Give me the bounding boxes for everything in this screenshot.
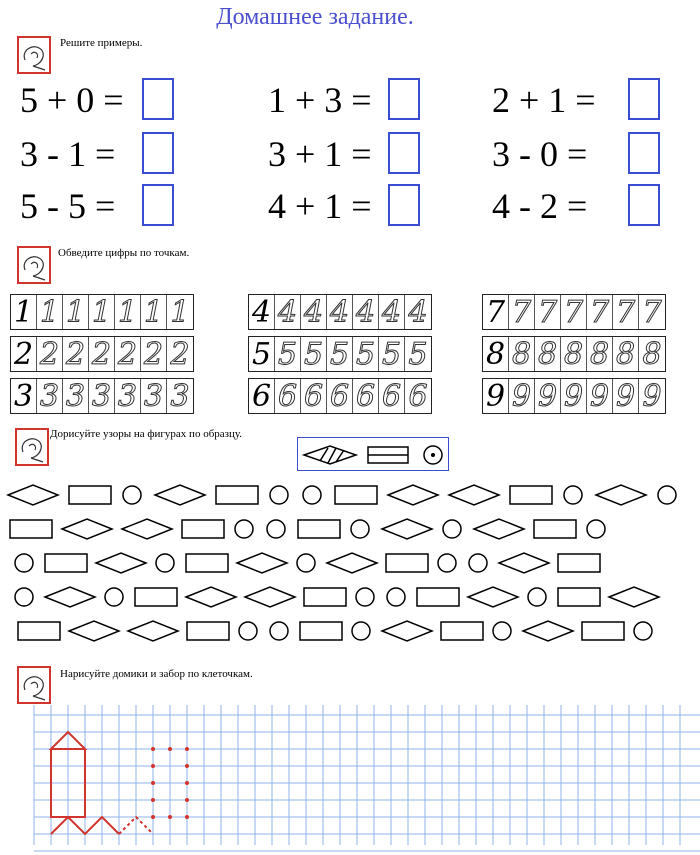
- shape-rect[interactable]: [216, 486, 258, 504]
- shape-rect[interactable]: [441, 622, 483, 640]
- shape-circle[interactable]: [658, 486, 676, 504]
- shape-rect[interactable]: [558, 588, 600, 606]
- shape-circle[interactable]: [239, 622, 257, 640]
- shape-rect[interactable]: [69, 486, 111, 504]
- shape-circle[interactable]: [351, 520, 369, 538]
- shape-diamond[interactable]: [237, 553, 287, 573]
- task3-instruction: Дорисуйте узоры на фигурах по образцу.: [50, 428, 243, 440]
- digit-dotted[interactable]: 7: [642, 294, 662, 330]
- shape-diamond[interactable]: [122, 519, 172, 539]
- pattern-sample: [297, 437, 449, 471]
- shape-diamond[interactable]: [382, 519, 432, 539]
- digit-dotted[interactable]: 7: [509, 295, 535, 329]
- shape-rect[interactable]: [298, 520, 340, 538]
- digit-dotted[interactable]: 2: [63, 337, 89, 371]
- shape-diamond[interactable]: [186, 587, 236, 607]
- digit-trace-row: [10, 378, 194, 414]
- digit-sample: 2: [11, 337, 37, 371]
- shape-diamond[interactable]: [155, 485, 205, 505]
- digit-sample: 3: [11, 379, 37, 413]
- digit-dotted[interactable]: 7: [561, 295, 587, 329]
- shape-diamond[interactable]: [128, 621, 178, 641]
- digit-dotted[interactable]: 7: [535, 295, 561, 329]
- digit-trace-row: [248, 378, 432, 414]
- task2-instruction: Обведите цифры по точкам.: [58, 247, 190, 259]
- digit-dotted[interactable]: 1: [89, 295, 115, 329]
- shape-rect[interactable]: [18, 622, 60, 640]
- shape-diamond[interactable]: [474, 519, 524, 539]
- digit-trace-row: [482, 378, 666, 414]
- shape-rect[interactable]: [304, 588, 346, 606]
- shape-rect[interactable]: [182, 520, 224, 538]
- drawing-grid: [0, 705, 700, 855]
- digit-dotted[interactable]: 1: [141, 295, 167, 329]
- shape-circle[interactable]: [564, 486, 582, 504]
- digit-dotted[interactable]: 1: [37, 295, 63, 329]
- shape-circle[interactable]: [469, 554, 487, 572]
- house-dot: [151, 764, 155, 768]
- shape-circle[interactable]: [356, 588, 374, 606]
- digit-dotted[interactable]: 4: [301, 295, 327, 329]
- digit-dotted[interactable]: 4: [379, 295, 405, 329]
- digit-dotted[interactable]: 3: [89, 379, 115, 413]
- house-dot: [151, 798, 155, 802]
- shape-circle[interactable]: [587, 520, 605, 538]
- shape-circle[interactable]: [156, 554, 174, 572]
- digit-dotted[interactable]: 1: [170, 294, 190, 330]
- digit-dotted[interactable]: 8: [535, 337, 561, 371]
- house-dot: [151, 747, 155, 751]
- answer-box[interactable]: [628, 78, 660, 120]
- shape-diamond[interactable]: [499, 553, 549, 573]
- digit-dotted[interactable]: 9: [535, 379, 561, 413]
- rose-icon: [15, 428, 49, 466]
- shape-rows: [0, 475, 700, 645]
- house-dot: [185, 798, 189, 802]
- shape-diamond[interactable]: [45, 587, 95, 607]
- shape-circle[interactable]: [352, 622, 370, 640]
- shape-diamond[interactable]: [609, 587, 659, 607]
- shape-circle[interactable]: [15, 554, 33, 572]
- shape-circle[interactable]: [105, 588, 123, 606]
- house-dot: [185, 764, 189, 768]
- digit-dotted[interactable]: 4: [408, 294, 428, 330]
- shape-rect[interactable]: [510, 486, 552, 504]
- shape-rect[interactable]: [335, 486, 377, 504]
- digit-trace-row: [482, 336, 666, 372]
- answer-box[interactable]: [142, 132, 174, 174]
- digit-dotted[interactable]: 3: [37, 379, 63, 413]
- digit-dotted[interactable]: 9: [587, 379, 613, 413]
- example-5: 3 + 1 =: [268, 134, 372, 174]
- digit-dotted[interactable]: 3: [115, 379, 141, 413]
- rose-icon: [17, 666, 51, 704]
- answer-box[interactable]: [388, 78, 420, 120]
- digit-dotted[interactable]: 8: [613, 337, 639, 371]
- rose-icon: [17, 246, 51, 284]
- digit-dotted[interactable]: 8: [587, 337, 613, 371]
- shape-rect[interactable]: [10, 520, 52, 538]
- digit-dotted[interactable]: 6: [408, 378, 428, 414]
- digit-sample: 7: [483, 295, 509, 329]
- digit-dotted[interactable]: 6: [301, 379, 327, 413]
- digit-trace-row: [10, 336, 194, 372]
- task1-instruction: Решите примеры.: [60, 37, 143, 49]
- digit-dotted[interactable]: 1: [115, 295, 141, 329]
- digit-dotted[interactable]: 3: [141, 379, 167, 413]
- digit-dotted[interactable]: 5: [301, 337, 327, 371]
- digit-dotted[interactable]: 6: [327, 379, 353, 413]
- example-9: 4 - 2 =: [492, 186, 588, 226]
- digit-dotted[interactable]: 2: [141, 337, 167, 371]
- digit-dotted[interactable]: 6: [353, 379, 379, 413]
- digit-dotted[interactable]: 7: [613, 295, 639, 329]
- shape-circle[interactable]: [634, 622, 652, 640]
- digit-sample: 4: [249, 295, 275, 329]
- digit-trace-row: [10, 294, 194, 330]
- shape-circle[interactable]: [297, 554, 315, 572]
- shape-diamond[interactable]: [382, 621, 432, 641]
- digit-dotted[interactable]: 5: [327, 337, 353, 371]
- digit-dotted[interactable]: 1: [63, 295, 89, 329]
- digit-sample: 5: [249, 337, 275, 371]
- answer-box[interactable]: [628, 132, 660, 174]
- shape-diamond[interactable]: [69, 621, 119, 641]
- example-3: 2 + 1 =: [492, 80, 596, 120]
- shape-diamond[interactable]: [62, 519, 112, 539]
- shape-rect[interactable]: [534, 520, 576, 538]
- digit-dotted[interactable]: 5: [379, 337, 405, 371]
- shape-rect[interactable]: [558, 554, 600, 572]
- answer-box[interactable]: [388, 132, 420, 174]
- shape-rect[interactable]: [187, 622, 229, 640]
- page-title: Домашнее задание.: [216, 4, 414, 30]
- shape-rect[interactable]: [386, 554, 428, 572]
- digit-dotted[interactable]: 7: [587, 295, 613, 329]
- shape-diamond[interactable]: [596, 485, 646, 505]
- digit-sample: 6: [249, 379, 275, 413]
- digit-dotted[interactable]: 3: [170, 378, 190, 414]
- digit-dotted[interactable]: 2: [115, 337, 141, 371]
- house-dot: [185, 781, 189, 785]
- shape-circle[interactable]: [493, 622, 511, 640]
- digit-trace-row: [482, 294, 666, 330]
- digit-dotted[interactable]: 8: [509, 337, 535, 371]
- digit-dotted[interactable]: 5: [408, 336, 428, 372]
- task4-instruction: Нарисуйте домики и забор по клеточкам.: [60, 668, 253, 680]
- digit-dotted[interactable]: 8: [561, 337, 587, 371]
- digit-dotted[interactable]: 6: [275, 379, 301, 413]
- example-2: 1 + 3 =: [268, 80, 372, 120]
- example-7: 5 - 5 =: [20, 186, 116, 226]
- digit-dotted[interactable]: 5: [275, 337, 301, 371]
- digit-dotted[interactable]: 6: [379, 379, 405, 413]
- digit-dotted[interactable]: 2: [37, 337, 63, 371]
- shape-rect[interactable]: [135, 588, 177, 606]
- digit-dotted[interactable]: 2: [89, 337, 115, 371]
- shape-circle[interactable]: [123, 486, 141, 504]
- digit-dotted[interactable]: 4: [275, 295, 301, 329]
- digit-dotted[interactable]: 8: [642, 336, 662, 372]
- answer-box[interactable]: [628, 184, 660, 226]
- shape-circle[interactable]: [438, 554, 456, 572]
- digit-dotted[interactable]: 3: [63, 379, 89, 413]
- answer-box[interactable]: [142, 78, 174, 120]
- shape-circle[interactable]: [528, 588, 546, 606]
- house-dot: [151, 781, 155, 785]
- shape-circle[interactable]: [15, 588, 33, 606]
- shape-circle[interactable]: [235, 520, 253, 538]
- shape-rect[interactable]: [45, 554, 87, 572]
- example-4: 3 - 1 =: [20, 134, 116, 174]
- shape-diamond[interactable]: [327, 553, 377, 573]
- shape-circle[interactable]: [443, 520, 461, 538]
- shape-rect[interactable]: [417, 588, 459, 606]
- example-1: 5 + 0 =: [20, 80, 124, 120]
- digit-sample: 1: [11, 295, 37, 329]
- house-dot: [151, 815, 155, 819]
- example-8: 4 + 1 =: [268, 186, 372, 226]
- shape-rect[interactable]: [300, 622, 342, 640]
- shape-diamond[interactable]: [388, 485, 438, 505]
- shape-diamond[interactable]: [96, 553, 146, 573]
- shape-rect[interactable]: [582, 622, 624, 640]
- shape-diamond[interactable]: [245, 587, 295, 607]
- house-dot: [168, 815, 172, 819]
- rose-icon: [17, 36, 51, 74]
- shape-circle[interactable]: [387, 588, 405, 606]
- house-dot: [185, 815, 189, 819]
- digit-dotted[interactable]: 9: [509, 379, 535, 413]
- shape-diamond[interactable]: [523, 621, 573, 641]
- digit-dotted[interactable]: 5: [353, 337, 379, 371]
- shape-diamond[interactable]: [449, 485, 499, 505]
- digit-sample: 8: [483, 337, 509, 371]
- answer-box[interactable]: [142, 184, 174, 226]
- answer-box[interactable]: [388, 184, 420, 226]
- digit-trace-row: [248, 294, 432, 330]
- shape-circle[interactable]: [270, 622, 288, 640]
- shape-circle[interactable]: [267, 520, 285, 538]
- digit-trace-row: [248, 336, 432, 372]
- house-dot: [168, 747, 172, 751]
- shape-rect[interactable]: [186, 554, 228, 572]
- digit-dotted[interactable]: 4: [353, 295, 379, 329]
- shape-circle[interactable]: [270, 486, 288, 504]
- digit-sample: 9: [483, 379, 509, 413]
- shape-circle[interactable]: [303, 486, 321, 504]
- digit-dotted[interactable]: 9: [561, 379, 587, 413]
- house-dot: [185, 747, 189, 751]
- digit-dotted[interactable]: 9: [642, 378, 662, 414]
- digit-dotted[interactable]: 2: [170, 336, 190, 372]
- example-6: 3 - 0 =: [492, 134, 588, 174]
- shape-diamond[interactable]: [8, 485, 58, 505]
- digit-dotted[interactable]: 9: [613, 379, 639, 413]
- shape-diamond[interactable]: [468, 587, 518, 607]
- digit-dotted[interactable]: 4: [327, 295, 353, 329]
